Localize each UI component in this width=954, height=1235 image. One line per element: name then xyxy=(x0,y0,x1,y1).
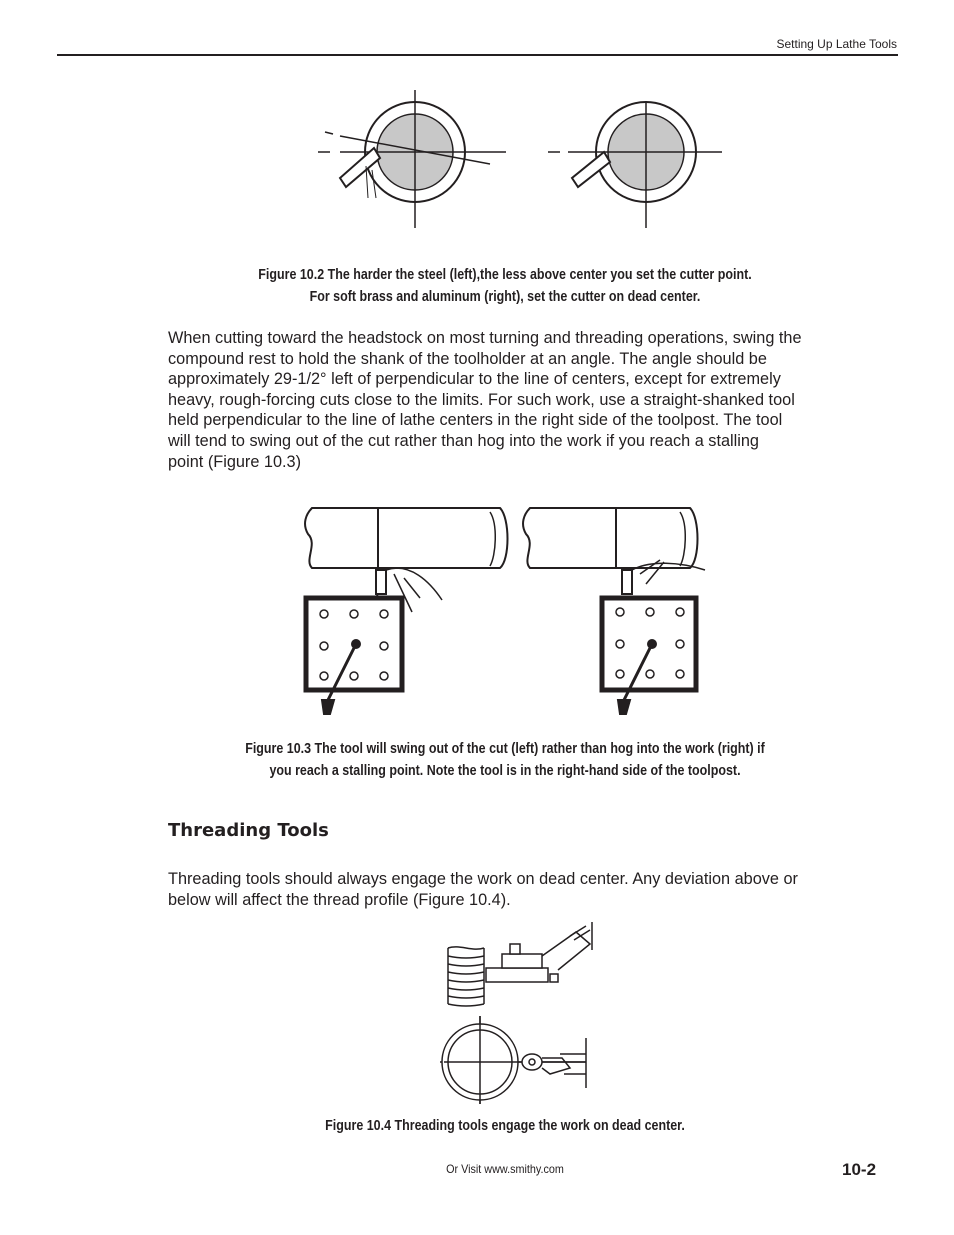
paragraph-line: held perpendicular to the line of lathe centers in the right side of the toolpost. The tool xyxy=(168,411,783,430)
paragraph-line: compound rest to hold the shank of the toolholder at an angle. The angle should be xyxy=(168,349,767,368)
fig-10-4-end-view xyxy=(440,1016,586,1104)
footer-website-text: Or Visit www.smithy.com xyxy=(446,1162,564,1176)
figure-10-2-caption xyxy=(200,264,811,308)
fig-10-2-right-stock xyxy=(548,102,722,228)
body-paragraph-1 xyxy=(168,328,842,472)
page-number: 10-2 xyxy=(842,1160,877,1179)
body-paragraph-2 xyxy=(168,869,842,910)
figure-10-4-caption xyxy=(200,1115,811,1137)
caption-line: Figure 10.3 The tool will swing out of the cut (left) rather than hog into the work (right) if xyxy=(245,741,765,757)
fig-10-4-side-view xyxy=(448,922,592,1006)
fig-10-3-right-toolpost xyxy=(523,508,705,714)
figure-10-3-illustration xyxy=(300,500,710,722)
figure-10-4-illustration xyxy=(440,918,605,1108)
paragraph-line: will tend to swing out of the cut rather than hog into the work if you reach a stalling xyxy=(168,431,759,450)
section-heading-threading-tools: Threading Tools xyxy=(168,820,329,841)
caption-line: Figure 10.4 Threading tools engage the work on dead center. xyxy=(325,1118,685,1134)
fig-10-2-left-stock xyxy=(318,90,506,228)
paragraph-line: below will affect the thread profile (Figure 10.4). xyxy=(168,890,511,909)
figure-10-3-caption xyxy=(200,738,811,782)
paragraph-line: Threading tools should always engage the work on dead center. Any deviation above or xyxy=(168,870,798,888)
paragraph-line: When cutting toward the headstock on most turning and threading operations, swing the xyxy=(168,329,802,347)
caption-line: Figure 10.2 The harder the steel (left),the less above center you set the cutter point. xyxy=(258,267,752,283)
header-rule xyxy=(57,54,898,56)
fig-10-3-left-toolpost xyxy=(305,508,507,714)
figure-10-2-illustration xyxy=(300,90,740,235)
caption-line: you reach a stalling point. Note the tool is in the right-hand side of the toolpost. xyxy=(269,763,741,779)
caption-line: For soft brass and aluminum (right), set the cutter on dead center. xyxy=(309,289,701,305)
paragraph-line: point (Figure 10.3) xyxy=(168,452,302,471)
paragraph-line: approximately 29-1/2° left of perpendicular to the line of centers, except for extremely xyxy=(168,370,781,389)
running-header: Setting Up Lathe Tools xyxy=(776,37,897,51)
paragraph-line: heavy, rough-forcing cuts close to the limits. For such work, use a straight-shanked tool xyxy=(168,390,795,409)
